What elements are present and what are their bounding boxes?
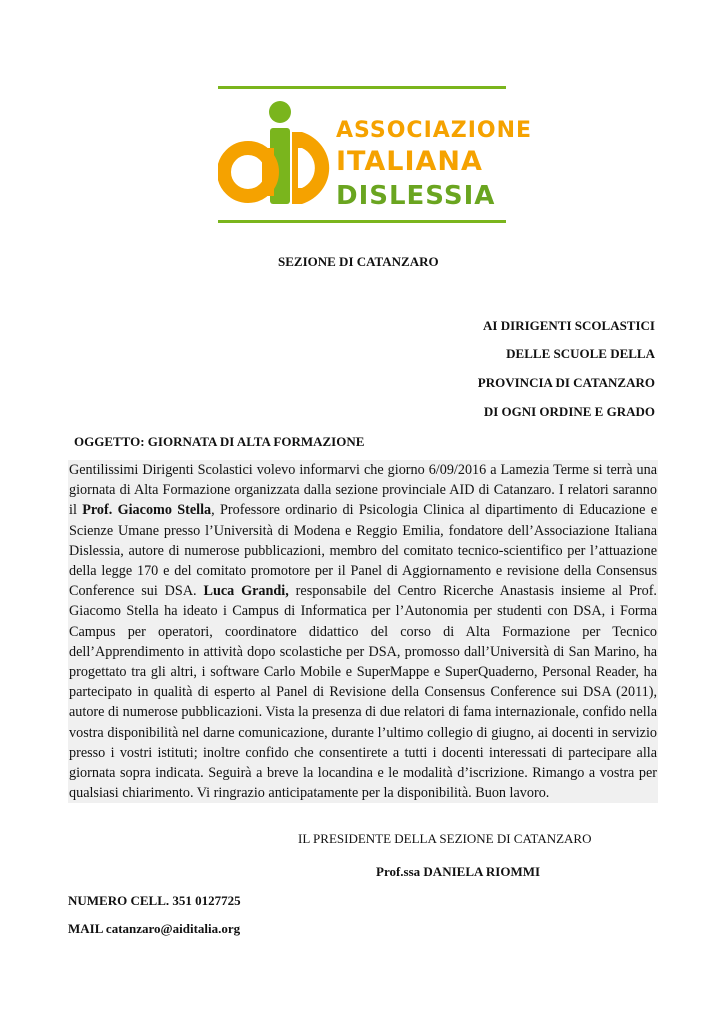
logo-text-dislessia: DISLESSIA <box>336 181 496 211</box>
letter-body <box>68 460 658 803</box>
body-part-3: responsabile del Centro Ricerche Anastasis insieme al Prof. Giacomo Stella ha ideato i Campus di Informatica per l’Autonomia per studenti con DSA, i Forma Campus per operatori, coordinatore didattico del corso di Alta Formazione per Tecnico dell’Apprendimento in attività dopo scolastiche per DSA, promosso dall’Università di San Marino, ha progettato tra gli altri, i software Carlo Mobile e SuperMappe e SuperQuaderno, Personal Reader, ha partecipato in qualità di esperto al Panel di Revisione della Consensus Conference sui DSA (2011), autore di numerose pubblicazioni. Vista la presenza di due relatori di fama internazionale, confido nella vostra disponibilità nel darne comunicazione, durante l’ultimo collegio di giugno, ai docenti in servizio presso i vostri istituti; inoltre confido che consentirete a tutti i docenti interessati di partecipare alla giornata sopra indicata. Seguirà a breve la locandina e le modalità d’iscrizione. Rimango a vostra per qualsiasi chiarimento. Vi ringrazio anticipatamente per la disponibilità. Buon lavoro. <box>69 583 657 802</box>
recipient-line-3: PROVINCIA DI CATANZARO <box>477 375 655 390</box>
recipient-line-2: DELLE SCUOLE DELLA <box>506 346 655 361</box>
body-part-1: Gentilissimi Dirigenti Scolastici volevo informarvi che giorno 6/09/2016 a Lamezia Terme si terrà una giornata di Alta Formazione organizzata dalla sezione provinciale AID di Catanzaro. I relatori saranno il <box>69 462 657 519</box>
signature-role: IL PRESIDENTE DELLA SEZIONE DI CATANZARO <box>298 831 592 846</box>
subject-line: OGGETTO: GIORNATA DI ALTA FORMAZIONE <box>74 434 365 449</box>
aid-logo <box>218 86 533 226</box>
signature-name: Prof.ssa DANIELA RIOMMI <box>376 864 541 879</box>
aid-logo-mark <box>218 92 338 218</box>
recipient-line-4: DI OGNI ORDINE E GRADO <box>483 404 655 419</box>
speaker-name-grandi: Luca Grandi, <box>203 583 289 600</box>
logo-bottom-rule <box>218 220 506 223</box>
recipient-line-1: AI DIRIGENTI SCOLASTICI <box>483 318 655 333</box>
body-part-2: , Professore ordinario di Psicologia Clinica al dipartimento di Educazione e Scienze Umane presso l’Università di Modena e Reggio Emilia, fondatore dell’Associazione Italiana Dislessia, autore di numerose pubblicazioni, membro del comitato tecnico-scientifico per l’attuazione della legge 170 e del comitato promotore per il Panel di Aggiornamento e revisione della Consensus Conference sui DSA. <box>69 502 657 600</box>
logo-top-rule <box>218 86 506 89</box>
contact-phone: NUMERO CELL. 351 0127725 <box>68 893 241 908</box>
logo-text-italiana: ITALIANA <box>336 146 483 177</box>
speaker-name-stella: Prof. Giacomo Stella <box>82 502 212 519</box>
contact-mail: MAIL catanzaro@aiditalia.org <box>68 921 241 936</box>
section-title: SEZIONE DI CATANZARO <box>278 254 439 269</box>
logo-text-associazione: ASSOCIAZIONE <box>336 118 533 143</box>
